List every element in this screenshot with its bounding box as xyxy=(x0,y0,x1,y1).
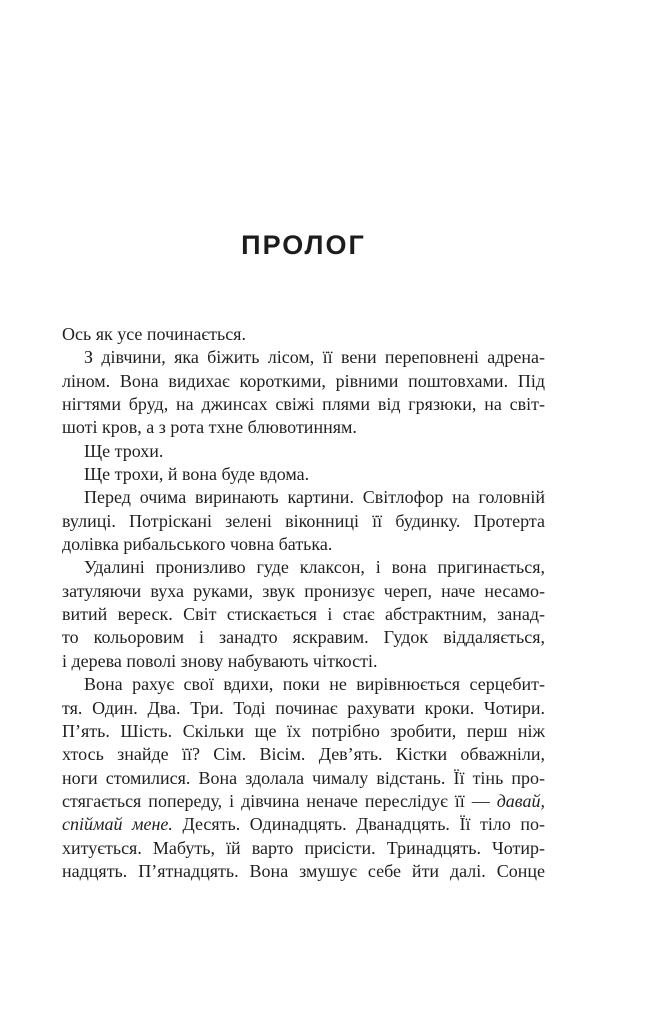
text-line: долівка рибальського човна батька. xyxy=(62,534,333,555)
text-line: то кольоровим і занадто яскравим. Гудок віддаляється, xyxy=(62,627,545,648)
text-line: затуляючи вуха руками, звук пронизує череп, наче несамо- xyxy=(62,580,545,601)
text-line: Ще трохи. xyxy=(84,440,164,461)
text-line: тя. Один. Два. Три. Тоді починає рахувати кроки. Чотири. xyxy=(62,697,545,718)
text-line: і дерева поволі знову набувають чіткості. xyxy=(62,650,378,671)
chapter-title: ПРОЛОГ xyxy=(241,230,366,261)
text-line: Вона рахує свої вдихи, поки не вирівнюється серцебит- xyxy=(84,674,545,695)
text-line: стягається попереду, і дівчина неначе переслідує її — давай, xyxy=(62,790,545,811)
emphasis-text: спіймай мене. xyxy=(62,814,173,835)
emphasis-text: давай, xyxy=(496,790,545,811)
text-line: Удалині пронизливо гуде клаксон, і вона пригинається, xyxy=(84,557,545,578)
text-line: П’ять. Шість. Скільки ще їх потрібно зробити, перш ніж xyxy=(62,720,545,741)
text-line: шоті кров, а з рота тхне блювотинням. xyxy=(62,417,357,438)
text-line: вулиці. Потріскані зелені віконниці її будинку. Протерта xyxy=(62,510,545,531)
text-line: надцять. П’ятнадцять. Вона змушує себе йти далі. Сонце xyxy=(62,860,545,881)
text-line: Перед очима виринають картини. Світлофор на головній xyxy=(84,487,545,508)
text-line: Ось як усе починається. xyxy=(62,324,246,344)
text-line: ноги стомилися. Вона здолала чималу відстань. Її тінь про- xyxy=(62,767,545,788)
text-line: спіймай мене. Десять. Одинадцять. Дванадцять. Її тіло по- xyxy=(62,814,546,835)
text-line: нігтями бруд, на джинсах свіжі плями від грязюки, на світ- xyxy=(62,394,545,415)
text-line: Ще трохи, й вона буде вдома. xyxy=(84,464,310,485)
text-line: ліном. Вона видихає короткими, рівними поштовхами. Під xyxy=(62,370,545,391)
text-line: витий вереск. Світ стискається і стає абстрактним, занад- xyxy=(62,604,545,625)
text-line: хитується. Мабуть, їй варто присісти. Тринадцять. Чотир- xyxy=(62,837,545,858)
page-body xyxy=(62,323,545,883)
text-line: хтось знайде її? Сім. Вісім. Дев’ять. Кістки обважніли, xyxy=(62,744,545,765)
text-line: З дівчини, яка біжить лісом, її вени переповнені адрена- xyxy=(84,347,545,368)
